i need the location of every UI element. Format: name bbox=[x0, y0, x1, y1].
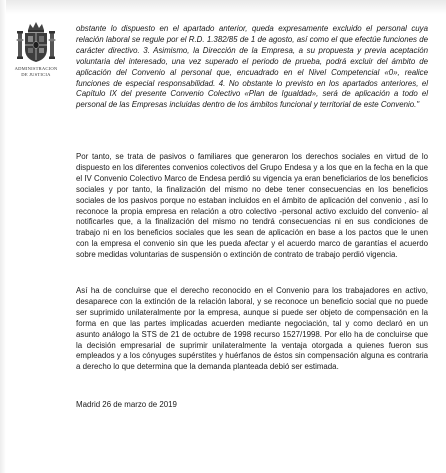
coat-of-arms-icon bbox=[14, 20, 58, 64]
document-date: Madrid 26 de marzo de 2019 bbox=[76, 400, 177, 409]
logo-label bbox=[12, 66, 60, 77]
administracion-de-justicia-logo bbox=[12, 20, 60, 77]
page-top-shadow bbox=[0, 0, 446, 14]
quoted-convenio-text: obstante lo dispuesto en el apartado anterior, queda expresamente excluido el personal cuya relación laboral se regule por el R.D. 1.382/85 de 1 de agosto, así como el que efectúe funciones de carácter directivo. 3. Asimismo, la Dirección de la Empresa, a su propuesta y previa aceptación voluntaria del interesado, una vez superado el periodo de prueba, podrá excluir del ámbito de aplicación del Convenio al personal que, encuadrado en el Nivel Competencial «0», realice funciones de especial responsabilidad. 4. No obstante lo previsto en los apartados anteriores, el Capítulo IX del presente Convenio Colectivo «Plan de Igualdad», será de aplicación a todo el personal de las Empresas incluidas dentro de los ámbitos funcional y territorial de este Convenio." bbox=[76, 24, 428, 110]
paragraph-conclusion: Así ha de concluirse que el derecho reconocido en el Convenio para los trabajadores en activo, desaparece con la extinción de la relación laboral, y se reconoce un beneficio social que no puede ser suprimido unilateralmente por la empresa, aunque si puede ser objeto de compensación en la forma en que las partes implicadas acuerden mediante negociación, tal y como declaró en un asunto análogo la STS de 21 de octubre de 1998 recurso 1527/1998. Por ello ha de concluirse que la decisión empresarial de suprimir unilateralmente la ventaja otorgada a quienes fueron sus empleados y a los cónyuges supérstites y huérfanos de éstos sin compensación alguna es contraria a derecho lo que determina que la demanda planteada debió ser estimada. bbox=[76, 286, 428, 372]
paragraph-pasivos: Por tanto, se trata de pasivos o familiares que generaron los derechos sociales en virtud de lo dispuesto en los diferentes convenios colectivos del Grupo Endesa y a los que en la fecha en la que el IV Convenio Colectivo Marco de Endesa perdió su vigencia ya eran beneficiarios de los beneficios sociales y por tanto, la finalización del mismo no debe tener consecuencias en los beneficios sociales de los pasivos porque no estaban incluidos en el ámbito de aplicación del convenio , así lo reconoce la propia empresa en relación a otro colectivo -personal activo excluido del convenio- al notificarles que, a la finalización del mismo no tendrá consecuencias ni en sus condiciones de trabajo ni en los beneficios sociales que les sean de aplicación en base a los pactos que le unen con la empresa el convenio sin que les pueda afectar y el acuerdo marco de garantías el acuerdo sobre medidas voluntarias de suspensión o extinción de contrato de trabajo perdió vigencia. bbox=[76, 152, 428, 260]
logo-label-line2: DE JUSTICIA bbox=[21, 71, 51, 77]
page-left-shadow bbox=[0, 0, 6, 473]
logo-label-line1: ADMINISTRACION bbox=[14, 66, 58, 71]
